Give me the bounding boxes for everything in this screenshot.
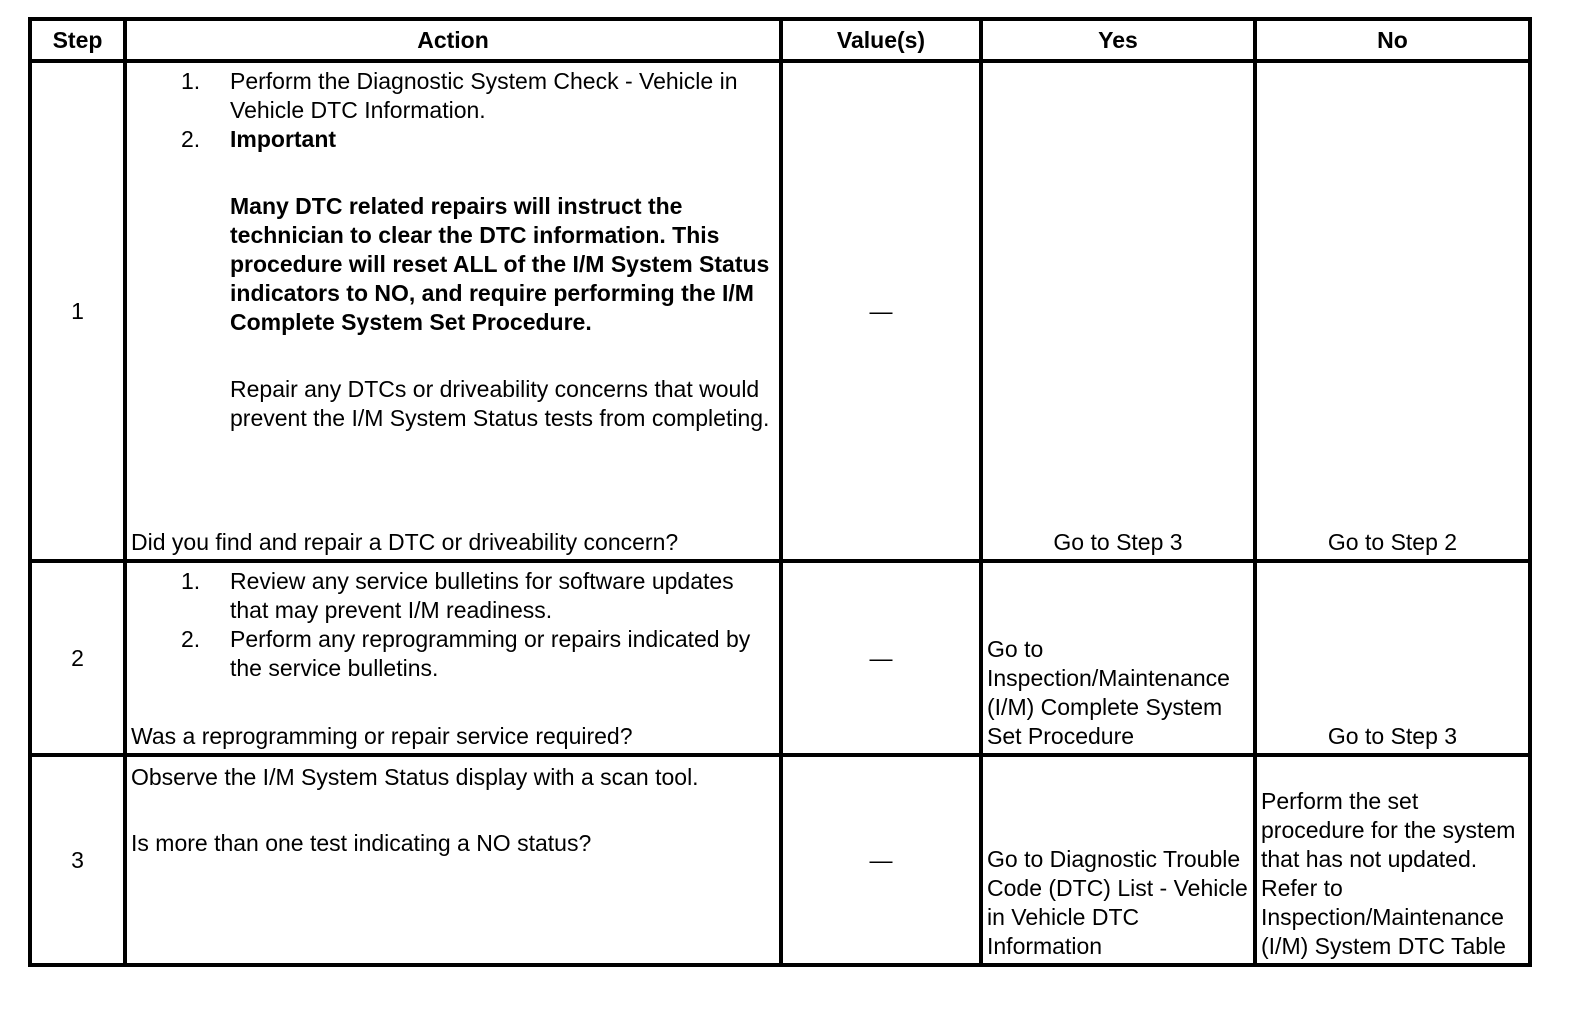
no-cell: Go to Step 3 xyxy=(1255,561,1530,755)
important-heading: Important xyxy=(230,126,337,152)
observe-text: Observe the I/M System Status display with a scan tool. xyxy=(131,764,699,791)
action-cell xyxy=(125,755,781,965)
list-item-number: 1. xyxy=(181,68,201,94)
header-row xyxy=(30,19,1530,61)
action-cell xyxy=(125,561,781,755)
yes-cell: Go to Inspection/Maintenance (I/M) Complete System Set Procedure xyxy=(981,561,1255,755)
important-block xyxy=(131,154,775,433)
action-steps-list xyxy=(131,67,775,154)
list-item-text: Perform the Diagnostic System Check - Vehicle in Vehicle DTC Information. xyxy=(230,68,738,123)
important-text: Many DTC related repairs will instruct the technician to clear the DTC information. This procedure will reset ALL of the I/M System Status indicators to NO, and require performing the I/M Complete System Set Procedure. xyxy=(230,193,770,335)
list-item-text: Review any service bulletins for software updates that may prevent I/M readiness. xyxy=(230,568,734,624)
header-yes: Yes xyxy=(981,19,1255,61)
step-number: 2 xyxy=(30,561,125,755)
no-cell: Go to Step 2 xyxy=(1255,61,1530,561)
value-cell: — xyxy=(781,561,981,755)
list-item-number: 2. xyxy=(181,626,201,653)
diagnostic-table xyxy=(28,17,1532,967)
step-question: Did you find and repair a DTC or driveability concern? xyxy=(131,529,679,556)
list-item-text: Perform any reprogramming or repairs indicated by the service bulletins. xyxy=(230,626,751,682)
no-cell: Perform the set procedure for the system that has not updated. Refer to Inspection/Maintenance (I/M) System DTC Table xyxy=(1255,755,1530,965)
step-number: 3 xyxy=(30,755,125,965)
list-item xyxy=(131,625,775,683)
step-question: Is more than one test indicating a NO status? xyxy=(131,830,592,857)
header-action: Action xyxy=(125,19,781,61)
note-text: Repair any DTCs or driveability concerns that would prevent the I/M System Status tests from completing. xyxy=(230,376,770,431)
list-item xyxy=(131,67,775,125)
yes-cell: Go to Diagnostic Trouble Code (DTC) List - Vehicle in Vehicle DTC Information xyxy=(981,755,1255,965)
list-item xyxy=(131,567,775,625)
header-no: No xyxy=(1255,19,1530,61)
action-steps-list xyxy=(131,567,775,683)
yes-cell: Go to Step 3 xyxy=(981,61,1255,561)
list-item xyxy=(131,125,775,154)
value-cell: — xyxy=(781,61,981,561)
header-values: Value(s) xyxy=(781,19,981,61)
header-step: Step xyxy=(30,19,125,61)
list-item-number: 2. xyxy=(181,126,201,152)
list-item-number: 1. xyxy=(181,568,201,595)
table-row xyxy=(30,561,1530,755)
table-row xyxy=(30,61,1530,561)
step-question: Was a reprogramming or repair service required? xyxy=(131,723,633,750)
step-number: 1 xyxy=(30,61,125,561)
table-row xyxy=(30,755,1530,965)
value-cell: — xyxy=(781,755,981,965)
action-cell xyxy=(125,61,781,561)
